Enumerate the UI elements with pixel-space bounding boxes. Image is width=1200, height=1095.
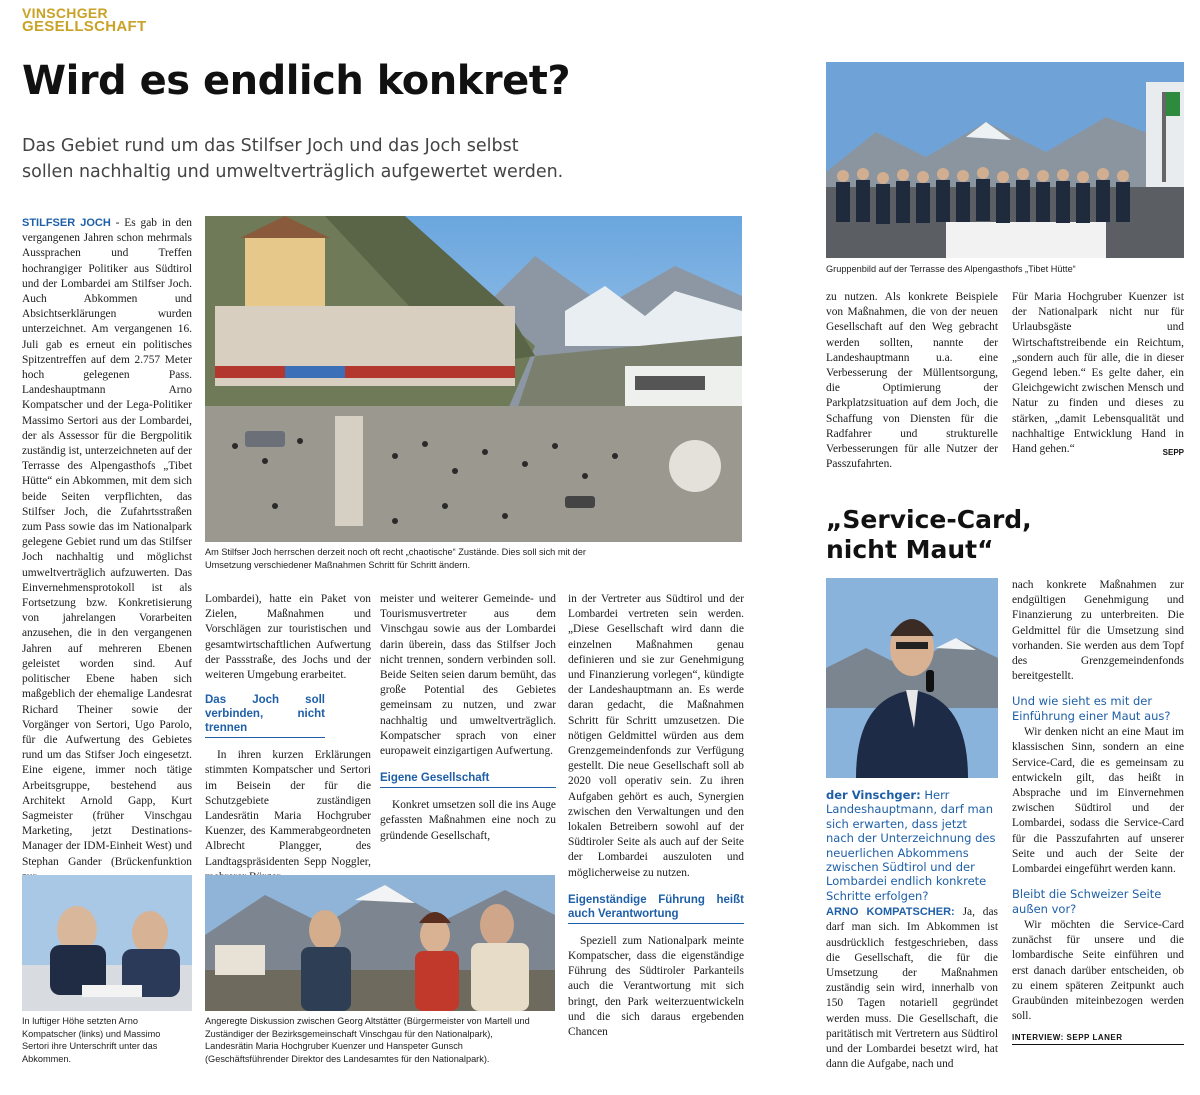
column-2-text-b: In ihren kurzen Erklärungen stimmten Kompatscher und Sertori im Beisein der für die Schutzgebiete zuständigen Landesrätin Maria Hochgruber Kuenzer, des Kammerabgeordneten Albrecht Plangger, des Landtagspräsidenten Sepp Noggler, bbox=[205, 749, 371, 868]
article-column-1 bbox=[22, 216, 192, 871]
interview-headline bbox=[826, 505, 1032, 565]
caption-discussion: Angeregte Diskussion zwischen Georg Altstätter (Bürgermeister von Martell und Zuständiger der Bezirksgemeinschaft Vinschgau für den Nationalpark), Landesrätin Maria Hochgruber Kuenzer und Hanspeter Gunsch (Geschäftsführender Direktor des Landesamtes für den Nationalpark). bbox=[205, 1016, 530, 1064]
signing-illustration bbox=[22, 875, 192, 1011]
interview-column-b bbox=[1012, 578, 1184, 1078]
deck-line1: Das Gebiet rund um das Stilfser Joch und das Joch selbst bbox=[22, 136, 519, 156]
interviewer-label: der Vinschger: bbox=[826, 788, 921, 802]
interview-credit: INTERVIEW: SEPP LANER bbox=[1012, 1033, 1184, 1045]
column-5-text: zu nutzen. Als konkrete Beispiele von Maßnahmen, die von der neuen Gesellschaft auf den Weg gebracht werden sollten, nannte der Landeshauptmann u.a. eine Verbesserung der Müllentsorgung, die Optimierung der Parkplatzsituation auf dem Joch, die Schaffung von Diensten für die Radfahrer und strukturelle Verbesserungen für alle Nutzer der Passzufahrten. bbox=[826, 291, 998, 471]
article-column-6 bbox=[1012, 290, 1184, 462]
interview-question-3: Bleibt die Schweizer Seite außen vor? bbox=[1012, 887, 1162, 916]
interview-answer-1 bbox=[826, 905, 998, 1072]
caption-main-photo: Am Stilfser Joch herrschen derzeit noch oft recht „chaotische“ Zustände. Dies soll sich mit der Umsetzung verschiedener Maßnahmen Schritt für Schritt ändern. bbox=[205, 547, 586, 570]
article-column-2 bbox=[205, 592, 371, 868]
photo-signing bbox=[22, 875, 192, 1011]
subhead-joch-verbinden: Das Joch soll verbinden, nicht trennen bbox=[205, 693, 325, 738]
article-headline: Wird es endlich konkret? bbox=[22, 58, 571, 104]
mountain-pass-illustration bbox=[205, 216, 742, 542]
column-4-text-b: Speziell zum Nationalpark meinte Kompatscher, dass die eigenständige Führung des Südtiroler Parkanteils auch die Verantwortung mit sich bringt, den Park weiterzuentwickeln und die sich daraus ergebenden Chancen bbox=[568, 934, 744, 1039]
photo-group bbox=[826, 62, 1184, 258]
interviewee-label: ARNO KOMPATSCHER: bbox=[826, 906, 955, 919]
kicker-line1: VINSCHGER bbox=[22, 5, 108, 21]
article-column-3 bbox=[380, 592, 556, 862]
section-kicker bbox=[22, 6, 146, 34]
interview-headline-line1: „Service-Card, bbox=[826, 505, 1032, 534]
author-signature: SEPP bbox=[1162, 448, 1184, 458]
discussion-illustration bbox=[205, 875, 555, 1011]
deck-line2: sollen nachhaltig und umweltverträglich aufgewertet werden. bbox=[22, 162, 564, 182]
interview-answer-3: Wir möchten die Service-Card zunächst für unsere und die lombardische Seite einführen und erst danach darüber entscheiden, ob zu einem späteren Zeitpunkt auch Graubünden miteinbezogen werden soll. bbox=[1012, 919, 1184, 1023]
main-photo-pass bbox=[205, 216, 742, 542]
interview-question-1 bbox=[826, 788, 998, 903]
interview-headline-line2: nicht Maut“ bbox=[826, 535, 994, 564]
answer-1-text: Ja, das darf man sich. Im Abkommen ist ausdrücklich festgeschrieben, dass die Gesellschaft, die für die Umsetzung der Maßnahmen zuständig sein wird, innerhalb von 150 Tagen notariell gegründet werden muss. Die Gesellschaft, die paritätisch mit Vertretern aus Südtirol und der Lombardei besetzt wird, hat dann die Aufgabe, nach und bbox=[826, 906, 998, 1071]
portrait-illustration bbox=[826, 578, 998, 778]
photo-discussion bbox=[205, 875, 555, 1011]
column-3-text-b: Konkret umsetzen soll die ins Auge gefassten Maßnahmen eine noch zu gründende Gesellschaft, bbox=[380, 799, 556, 842]
interview-question-2: Und wie sieht es mit der Einführung einer Maut aus? bbox=[1012, 694, 1171, 723]
answer-1-continued: nach konkrete Maßnahmen zur endgültigen Genehmigung und Finanzierung zu unterbreiten. Die Geldmittel für die Umsetzung sind vorhanden. Sie werden aus dem Topf des Grenzgemeindenfonds bereitgestellt. bbox=[1012, 579, 1184, 683]
subhead-eigene-gesellschaft: Eigene Gesellschaft bbox=[380, 771, 556, 788]
interview-answer-2: Wir denken nicht an eine Maut im klassischen Sinn, sondern an eine Service-Card, die es gemeinsam zu entwickeln gilt, das heißt in Absprache und im Einvernehmen zwischen Südtirol und der Lombardei, sodass die Service-Card für die Passzufahrten auf unserer Seite und auch der Seite der Lombardei eingeführt werden kann. bbox=[1012, 726, 1184, 876]
column-4-text-a: in der Vertreter aus Südtirol und der Lombardei vertreten sein werden. „Diese Gesellschaft wird dann die einzelnen Maßnahmen genau definieren und sie zur Genehmigung und Finanzierung vorlegen“, kündigte der Landeshauptmann an. Es werde daran gedacht, die Maßnahmen Schritt für Schritt umzusetzen. Die nötigen Geldmittel würden aus dem Grenzgemeindenfonds zur Verfügung gestellt. Die neue Gesellschaft soll ab 2020 voll operativ sein. Zu ihren Aufgaben gehört es auch, Synergien zwischen den Verwaltungen und den lokalen Betreibern sowohl auf der Südtiroler Seite als auch auf der Seite der Lombardei auszuloten und möglicherweise zu nutzen. bbox=[568, 593, 744, 879]
subhead-eigenstaendige-fuehrung: Eigenständige Führung heißt auch Verantwortung bbox=[568, 893, 744, 924]
article-column-4 bbox=[568, 592, 744, 1072]
dateline: STILFSER JOCH bbox=[22, 217, 111, 229]
column-1-text: - Es gab in den vergangenen Jahren schon mehrmals Aussprachen und Treffen hochrangiger Politiker aus Südtirol und der Lombardei am Stilfser Joch. Auch Abkommen und Absichtserklärungen wurden unterzeichnet. Am vergangenen 16. Juli gab es erneut ein politisches Spitzentreffen auf dem 2.757 Meter hoch gelegenen Pass. Landeshauptmann Arno Kompatscher und der Lega-Politiker Massimo Sertori aus der Lombardei, der als Assessor für die Bergpolitik zuständig ist, unterzeichneten auf der Terrasse des Alpengasthofs „Tibet Hütte“ ein Abkommen, mit dem sich beide Seiten verpflichten, das Stilfser Joch, die Zufahrtsstraßen zum Pass sowie das im Nationalpark gelegene Gebiet rund um das Stilfser Joch nachhaltig und möglichst umweltverträglich aufzuwerten. Das Einvernehmensprotokoll ist als Fortsetzung bzw. Konkretisierung von jahrelangen Vorarbeiten anzusehen, die in den vergangenen Jahren auf mehreren Ebenen geleistet worden sind. Auf politischer Ebene haben sich maßgeblich der ehemalige Landesrat Richard Theiner sowie der Vorgänger von Sertori, Ugo Parolo, für die Aufwertung des Gebietes rund um das Stifser Joch eingesetzt. Eine eigene, immer noch tätige Arbeitsgruppe, bestehend aus Architekt Arnold Gapp, Kurt Sagmeister (früher Vinschgau Marketing, jetzt Destinations-Manager der IDM-Einheit West) und Stephan Gander (Brückenfunktion bbox=[22, 217, 192, 868]
group-illustration bbox=[826, 62, 1184, 258]
column-6-text bbox=[1012, 290, 1184, 457]
article-column-5 bbox=[826, 290, 998, 471]
caption-group: Gruppenbild auf der Terrasse des Alpengasthofs „Tibet Hütte“ bbox=[826, 264, 1076, 274]
question-1-text: Herr Landeshauptmann, darf man sich erwarten, dass jetzt nach der Unterzeichnung des neuerlichen Abkommens zwischen Südtirol und der Lombardei endlich konkrete Schritte erfolgen? bbox=[826, 788, 996, 903]
photo-portrait bbox=[826, 578, 998, 778]
kicker-line2: GESELLSCHAFT bbox=[22, 18, 147, 35]
interview-column-a bbox=[826, 788, 998, 1078]
column-6-body: Für Maria Hochgruber Kuenzer ist der Nationalpark nicht nur für Urlaubsgäste und Wirtschaftstreibende ein Reichtum, „sondern auch für alle, die in dieser Gegend leben.“ Es gelte daher, ein Gleichgewicht zwischen Mensch und Natur zu finden und dieses zu stärken, „damit Lebensqualität und nachhaltige Entwicklung Hand in Hand gehen.“ bbox=[1012, 291, 1184, 456]
article-deck bbox=[22, 133, 682, 185]
column-2-text-a: Lombardei), hatte ein Paket von Zielen, Maßnahmen und Vorschlägen zur touristischen und gesamtwirtschaftlichen Aufwertung der Passstraße, des Jochs und der weiteren Umgebung erarbeitet. bbox=[205, 593, 371, 682]
caption-signing: In luftiger Höhe setzten Arno Kompatscher (links) und Massimo Sertori ihre Unterschrift unter das Abkommen. bbox=[22, 1016, 161, 1064]
column-3-text-a: meister und weiterer Gemeinde- und Tourismusvertreter aus dem Vinschgau sowie aus der Lombardei darin überein, dass das Stilfser Joch nicht trennen, sondern verbinden soll. Beide Seiten seien darum bemüht, das große Potential des Gebietes gemeinsam zu nutzen, und zwar nachhaltig und umweltverträglich. Kompatscher sprach von einer europaweit einzigartigen Aufwertung. bbox=[380, 593, 556, 758]
